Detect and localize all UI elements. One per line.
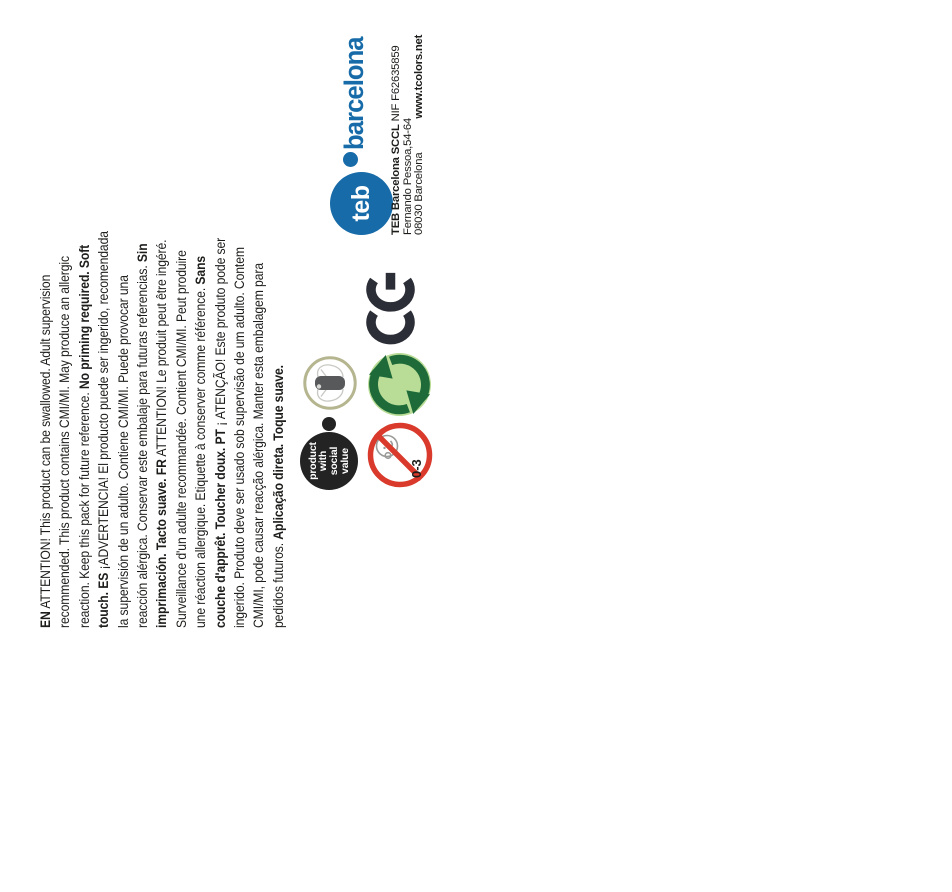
- warning-line: EN ATTENTION! This product can be swallowed. Adult supervision: [38, 274, 53, 628]
- warning-line: couche d'apprêt. Toucher doux. PT ¡ ATENÇÃO! Este produto pode ser: [212, 237, 228, 628]
- social-badge-text: product with social value: [306, 442, 351, 480]
- brand-name: barcelona: [339, 37, 369, 150]
- address-line-3: [414, 35, 426, 235]
- warning-line: pedidos futuros. Aplicação direta. Toque suave.: [270, 365, 286, 628]
- warning-text: [36, 231, 288, 628]
- warning-line: CMI/MI, pode causar reacção alérgica. Manter esta embalagem para: [251, 262, 267, 628]
- age-warning-0-3-icon: [367, 422, 433, 488]
- teb-logo-text: teb: [347, 185, 375, 222]
- warning-line: recommended. This product contains CMI/MI. May produce an allergic: [57, 255, 73, 628]
- warning-line: ingerido. Produto deve ser usado sob supervisão de um adulto. Contem: [232, 247, 248, 628]
- company-name: TEB Barcelona SCCL: [390, 124, 402, 235]
- warning-line: la supervisión de un adulto. Contiene CMI/MI. Puede provocar una: [115, 275, 131, 628]
- warning-line: touch. ES ¡ADVERTENCIA! El producto puede ser ingerido, recomendada: [96, 231, 112, 628]
- company-city: 08030 Barcelona: [413, 152, 426, 235]
- warning-line: une réaction allergique. Etiquette à conserver comme référence. Sans: [193, 255, 209, 628]
- separator-dot-icon: [322, 417, 336, 431]
- brand-dot-icon: [343, 152, 358, 167]
- warning-line: reacción alérgica. Conservar este embalaje para futuras referencias. Sin: [135, 243, 151, 628]
- ce-mark-icon: [366, 267, 415, 345]
- warning-line: reaction. Keep this pack for future reference. No priming required. Soft: [76, 244, 92, 628]
- company-address: [391, 35, 426, 235]
- warning-line: Surveillance d'un adulte recommandée. Contient CMI/MI. Peut produire: [173, 250, 189, 628]
- warning-line: imprimación. Tacto suave. FR ATTENTION! Le produit peut être ingéré.: [154, 239, 170, 628]
- age-range-text: 0-3: [409, 459, 424, 478]
- address-line-1: [391, 35, 403, 235]
- company-nif: NIF F62635859: [390, 45, 402, 122]
- recycling-green-dot-icon: [368, 353, 431, 416]
- address-line-2: Fernando Pessoa,54-64: [401, 117, 414, 235]
- soft-touch-marker-icon: [303, 356, 357, 410]
- social-value-badge: [300, 432, 358, 490]
- teb-logo-circle: [330, 172, 393, 235]
- website-url: www.tcolors.net: [413, 34, 426, 119]
